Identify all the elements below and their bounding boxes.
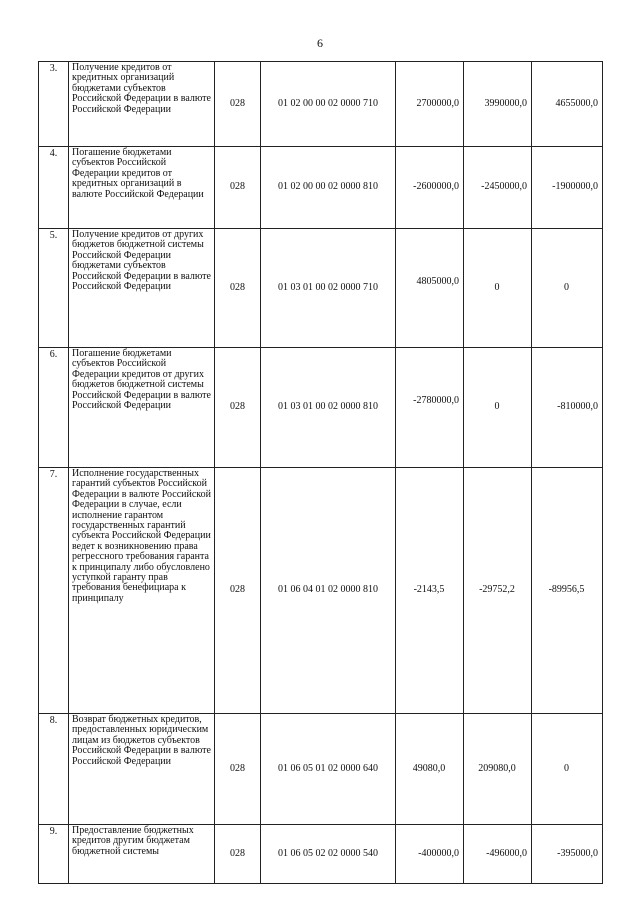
classification-code: 01 02 00 00 02 0000 710 bbox=[261, 62, 396, 147]
value-year-3: -395000,0 bbox=[532, 825, 603, 884]
admin-code: 028 bbox=[215, 714, 261, 825]
value-year-1: 2700000,0 bbox=[396, 62, 464, 147]
admin-code: 028 bbox=[215, 62, 261, 147]
value-year-2: -496000,0 bbox=[464, 825, 532, 884]
row-number: 9. bbox=[39, 825, 69, 884]
page-number: 6 bbox=[317, 36, 323, 50]
value-year-1: 4805000,0 bbox=[396, 229, 464, 348]
admin-code: 028 bbox=[215, 348, 261, 468]
value-year-3: -1900000,0 bbox=[532, 147, 603, 229]
row-name: Получение кредитов от кредитных организаций бюджетами субъектов Российской Федерации в валюте Российской Федерации bbox=[69, 62, 215, 147]
value-year-3: -89956,5 bbox=[532, 468, 603, 714]
table-row bbox=[39, 825, 603, 884]
admin-code: 028 bbox=[215, 468, 261, 714]
row-name: Предоставление бюджетных кредитов другим бюджетам бюджетной системы bbox=[69, 825, 215, 884]
classification-code: 01 02 00 00 02 0000 810 bbox=[261, 147, 396, 229]
table-row bbox=[39, 62, 603, 147]
value-year-3: 0 bbox=[532, 229, 603, 348]
row-number: 8. bbox=[39, 714, 69, 825]
value-year-2: 0 bbox=[464, 348, 532, 468]
value-year-1: 49080,0 bbox=[396, 714, 464, 825]
classification-code: 01 03 01 00 02 0000 710 bbox=[261, 229, 396, 348]
value-year-2: -2450000,0 bbox=[464, 147, 532, 229]
table-row bbox=[39, 229, 603, 348]
value-year-3: 0 bbox=[532, 714, 603, 825]
row-number: 7. bbox=[39, 468, 69, 714]
classification-code: 01 06 04 01 02 0000 810 bbox=[261, 468, 396, 714]
classification-code: 01 03 01 00 02 0000 810 bbox=[261, 348, 396, 468]
value-year-1: -2600000,0 bbox=[396, 147, 464, 229]
admin-code: 028 bbox=[215, 147, 261, 229]
classification-code: 01 06 05 01 02 0000 640 bbox=[261, 714, 396, 825]
table-row bbox=[39, 714, 603, 825]
value-year-3: -810000,0 bbox=[532, 348, 603, 468]
value-year-2: -29752,2 bbox=[464, 468, 532, 714]
row-number: 3. bbox=[39, 62, 69, 147]
classification-code: 01 06 05 02 02 0000 540 bbox=[261, 825, 396, 884]
row-name: Получение кредитов от других бюджетов бюджетной системы Российской Федерации бюджетами субъектов Российской Федерации в валюте Российской Федерации bbox=[69, 229, 215, 348]
value-year-1: -400000,0 bbox=[396, 825, 464, 884]
budget-sources-table bbox=[38, 61, 603, 884]
row-name: Возврат бюджетных кредитов, предоставленных юридическим лицам из бюджетов субъектов Российской Федерации в валюте Российской Федерации bbox=[69, 714, 215, 825]
table-row bbox=[39, 348, 603, 468]
value-year-2: 3990000,0 bbox=[464, 62, 532, 147]
value-year-1: -2143,5 bbox=[396, 468, 464, 714]
table-row bbox=[39, 147, 603, 229]
row-number: 5. bbox=[39, 229, 69, 348]
table-row bbox=[39, 468, 603, 714]
row-number: 4. bbox=[39, 147, 69, 229]
row-name: Исполнение государственных гарантий субъектов Российской Федерации в валюте Российской Федерации в случае, если исполнение гарантом государственных гарантий субъекта Российской Федерации ведет к возникновению права регрессного требования гаранта к принципалу либо обусловлено уступкой гаранту прав требования бенефициара к принципалу bbox=[69, 468, 215, 714]
admin-code: 028 bbox=[215, 229, 261, 348]
admin-code: 028 bbox=[215, 825, 261, 884]
value-year-2: 0 bbox=[464, 229, 532, 348]
row-name: Погашение бюджетами субъектов Российской Федерации кредитов от кредитных организаций в валюте Российской Федерации bbox=[69, 147, 215, 229]
value-year-2: 209080,0 bbox=[464, 714, 532, 825]
row-number: 6. bbox=[39, 348, 69, 468]
value-year-1: -2780000,0 bbox=[396, 348, 464, 468]
row-name: Погашение бюджетами субъектов Российской Федерации кредитов от других бюджетов бюджетной системы Российской Федерации в валюте Российской Федерации bbox=[69, 348, 215, 468]
value-year-3: 4655000,0 bbox=[532, 62, 603, 147]
